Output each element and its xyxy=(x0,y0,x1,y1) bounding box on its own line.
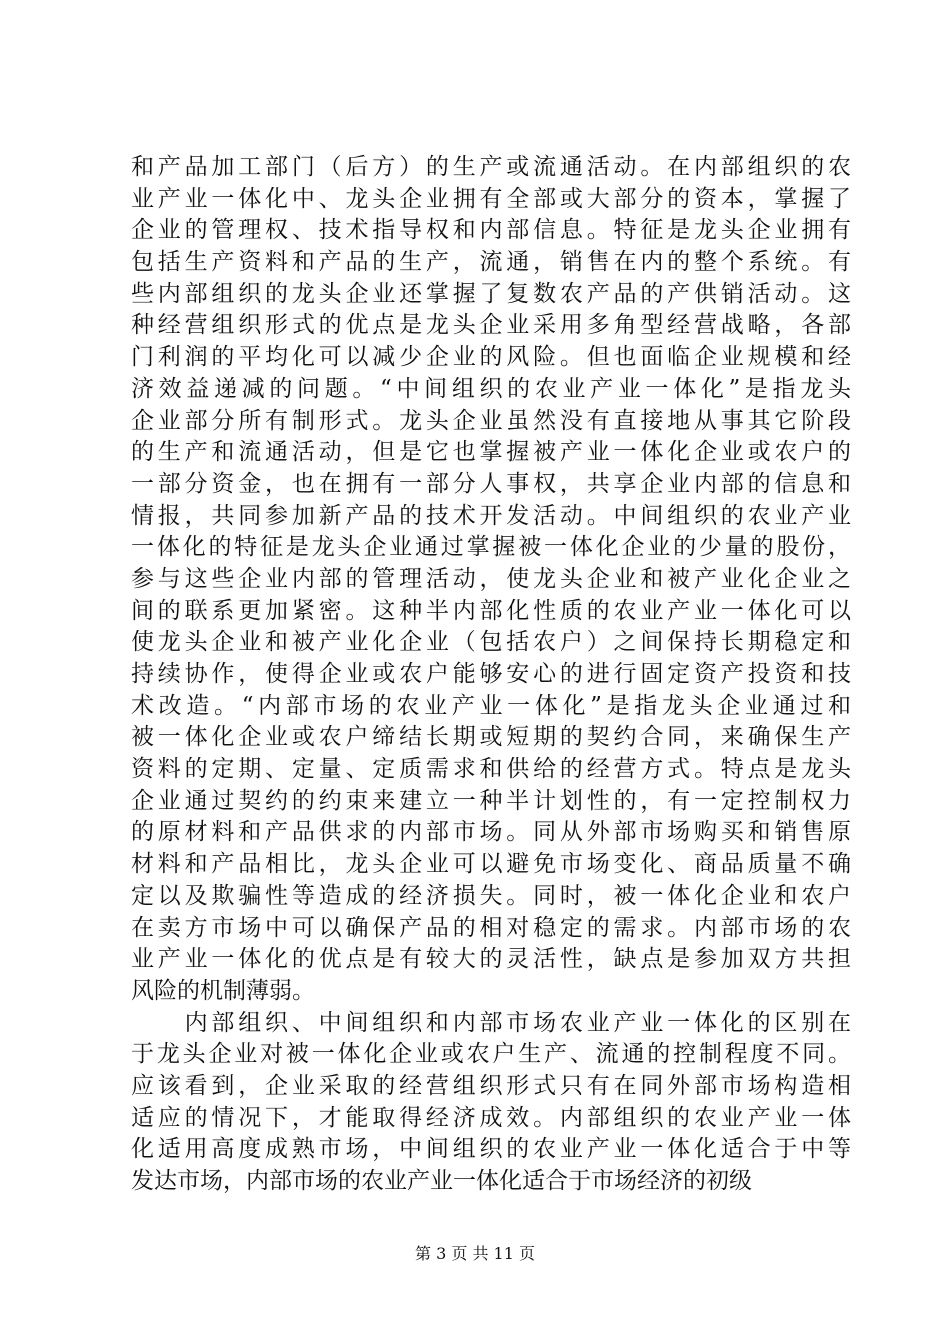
text-line: 发达市场，内部市场的农业产业一体化适合于市场经济的初级 xyxy=(131,1168,752,1194)
text-line: 企业部分所有制形式。龙头企业虽然没有直接地从事其它阶段 xyxy=(131,407,851,434)
text-line: 适应的情况下，才能取得经济成效。内部组织的农业产业一体 xyxy=(131,1104,851,1131)
text-line: 参与这些企业内部的管理活动，使龙头企业和被产业化企业之 xyxy=(131,565,851,592)
body-text xyxy=(131,152,851,1198)
text-line: 风险的机制薄弱。 xyxy=(131,977,315,1004)
text-line: 材料和产品相比，龙头企业可以避免市场变化、商品质量不确 xyxy=(131,851,851,878)
text-line: 资料的定期、定量、定质需求和供给的经营方式。特点是龙头 xyxy=(131,756,851,783)
text-line: 的原材料和产品供求的内部市场。同从外部市场购买和销售原 xyxy=(131,819,851,846)
text-line: 定以及欺骗性等造成的经济损失。同时，被一体化企业和农户 xyxy=(131,882,851,909)
text-line: 应该看到，企业采取的经营组织形式只有在同外部市场构造相 xyxy=(131,1072,851,1099)
text-line: 术改造。“内部市场的农业产业一体化”是指龙头企业通过和 xyxy=(131,692,851,719)
text-line: 企业的管理权、技术指导权和内部信息。特征是龙头企业拥有 xyxy=(131,217,851,244)
text-line: 种经营组织形式的优点是龙头企业采用多角型经营战略，各部 xyxy=(131,312,851,339)
text-line: 一部分资金，也在拥有一部分人事权，共享企业内部的信息和 xyxy=(131,470,851,497)
text-line: 内部组织、中间组织和内部市场农业产业一体化的区别在 xyxy=(131,1009,851,1036)
text-line: 企业通过契约的约束来建立一种半计划性的，有一定控制权力 xyxy=(131,787,851,814)
text-line: 业产业一体化中、龙头企业拥有全部或大部分的资本，掌握了 xyxy=(131,185,851,212)
text-line: 济效益递减的问题。“中间组织的农业产业一体化”是指龙头 xyxy=(131,375,851,402)
text-line: 于龙头企业对被一体化企业或农户生产、流通的控制程度不同。 xyxy=(131,1041,851,1068)
text-line: 持续协作，使得企业或农户能够安心的进行固定资产投资和技 xyxy=(131,661,851,687)
text-line: 门利润的平均化可以减少企业的风险。但也面临企业规模和经 xyxy=(131,344,851,371)
text-line: 和产品加工部门（后方）的生产或流通活动。在内部组织的农 xyxy=(131,154,851,180)
text-line: 包括生产资料和产品的生产，流通，销售在内的整个系统。有 xyxy=(131,249,851,276)
text-line: 使龙头企业和被产业化企业（包括农户）之间保持长期稳定和 xyxy=(131,629,851,656)
page-footer: 第 3 页 共 11 页 xyxy=(415,1244,535,1263)
text-line: 在卖方市场中可以确保产品的相对稳定的需求。内部市场的农 xyxy=(131,914,851,941)
text-line: 的生产和流通活动，但是它也掌握被产业一体化企业或农户的 xyxy=(131,439,851,466)
text-line: 被一体化企业或农户缔结长期或短期的契约合同，来确保生产 xyxy=(131,724,851,751)
text-line: 些内部组织的龙头企业还掌握了复数农产品的产供销活动。这 xyxy=(131,280,851,307)
text-line: 化适用高度成熟市场，中间组织的农业产业一体化适合于中等 xyxy=(131,1136,851,1163)
text-line: 间的联系更加紧密。这种半内部化性质的农业产业一体化可以 xyxy=(131,597,851,624)
text-line: 情报，共同参加新产品的技术开发活动。中间组织的农业产业 xyxy=(131,502,851,529)
text-line: 业产业一体化的优点是有较大的灵活性，缺点是参加双方共担 xyxy=(131,946,851,973)
text-line: 一体化的特征是龙头企业通过掌握被一体化企业的少量的股份， xyxy=(131,534,851,561)
